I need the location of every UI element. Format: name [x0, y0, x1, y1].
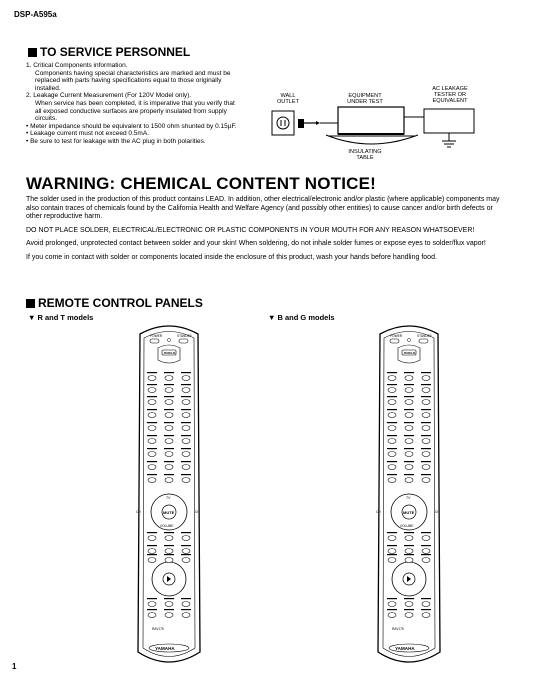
remote-button-label	[421, 554, 431, 555]
remote-button	[165, 452, 173, 457]
warning-body	[26, 196, 506, 263]
service-item: 1. Critical Components information.	[26, 62, 128, 69]
remote-button	[388, 388, 396, 393]
remote-button	[148, 602, 156, 607]
warning-paragraph: The solder used in the production of this product contains LEAD. In addition, other electrical/electronic and/or plastic (where applicable) components may also contain traces of chemicals found by the California Health and Welfare Agency (and possibly other entities) to cause cancer and/or birth defects or other reproductive harm.	[26, 196, 500, 221]
remote-button	[165, 478, 173, 483]
remote-button-label	[164, 532, 174, 533]
remote-button	[422, 439, 430, 444]
remote-button	[422, 549, 430, 554]
service-list	[26, 62, 271, 146]
remote-button-label	[147, 422, 157, 423]
remote-button	[422, 376, 430, 381]
remote-button-label	[421, 474, 431, 475]
remote-button	[182, 400, 190, 405]
svg-text:STANDBY: STANDBY	[417, 334, 432, 338]
remote-button	[148, 413, 156, 418]
power-button	[390, 339, 399, 343]
remote-button	[405, 602, 413, 607]
remote-button-label	[387, 435, 397, 436]
remote-button	[148, 376, 156, 381]
remote-button-label	[404, 532, 414, 533]
remote-button	[182, 452, 190, 457]
remote-button-label	[404, 598, 414, 599]
remote-button-label	[147, 461, 157, 462]
remote-button-label	[387, 372, 397, 373]
remote-button-label	[147, 409, 157, 410]
remote-button	[405, 558, 413, 563]
remote-button-label	[387, 545, 397, 546]
remote-button	[148, 558, 156, 563]
remote-button-label	[181, 461, 191, 462]
svg-text:VOLUME: VOLUME	[400, 524, 414, 528]
remote-button	[148, 388, 156, 393]
svg-text:CH: CH	[435, 510, 440, 514]
svg-text:CH: CH	[376, 510, 381, 514]
remote-button-label	[404, 422, 414, 423]
remote-button-label	[421, 435, 431, 436]
remote-drawing	[132, 322, 206, 669]
service-item: 2. Leakage Current Measurement (For 120V Model only).	[26, 92, 192, 100]
remote-right	[372, 322, 446, 674]
remote-button	[422, 602, 430, 607]
square-bullet-icon	[26, 299, 35, 308]
svg-text:DVD/LD: DVD/LD	[404, 351, 416, 355]
remote-button	[148, 536, 156, 541]
remote-button	[405, 413, 413, 418]
remote-button	[422, 426, 430, 431]
remote-button	[182, 536, 190, 541]
equipment-label: EQUIPMENT UNDER TEST	[347, 93, 383, 105]
remote-button-label	[164, 384, 174, 385]
tester-box	[424, 109, 474, 133]
warning-title: WARNING: CHEMICAL CONTENT NOTICE!	[26, 174, 377, 193]
remote-button	[422, 558, 430, 563]
remote-button-label	[164, 554, 174, 555]
remote-button-label	[404, 461, 414, 462]
remote-button	[422, 452, 430, 457]
remote-button	[405, 549, 413, 554]
remote-button	[388, 439, 396, 444]
remote-button	[422, 536, 430, 541]
remote-button	[182, 388, 190, 393]
remote-button-label	[404, 545, 414, 546]
remote-button	[388, 400, 396, 405]
svg-text:POWER: POWER	[150, 334, 163, 338]
remote-title: REMOTE CONTROL PANELS	[38, 296, 203, 310]
remote-button-label	[181, 532, 191, 533]
remote-button-label	[387, 461, 397, 462]
remote-button	[182, 426, 190, 431]
page-number: 1	[12, 662, 17, 671]
remote-button-label	[404, 384, 414, 385]
remote-button	[405, 376, 413, 381]
remote-button	[422, 388, 430, 393]
svg-text:POWER: POWER	[390, 334, 403, 338]
service-item: replaced with parts having specifications equal to those originally	[35, 77, 222, 85]
service-title: TO SERVICE PERSONNEL	[40, 45, 191, 59]
remote-button-label	[147, 474, 157, 475]
remote-button	[388, 549, 396, 554]
remote-button	[148, 439, 156, 444]
svg-text:MUTE: MUTE	[403, 510, 415, 515]
remote-button	[405, 613, 413, 618]
remote-button	[182, 602, 190, 607]
remote-button	[165, 536, 173, 541]
remote-button-label	[164, 435, 174, 436]
wall-outlet-label: WALL OUTLET	[276, 93, 300, 105]
remote-button-label	[164, 598, 174, 599]
remote-button	[388, 558, 396, 563]
service-item: • Be sure to test for leakage with the AC plug in both polarities.	[26, 137, 206, 145]
remote-button-label	[404, 554, 414, 555]
remote-drawing	[372, 322, 446, 669]
remote-button	[405, 465, 413, 470]
remote-button	[405, 426, 413, 431]
service-item: • Meter impedance should be equivalent to 1500 ohm shunted by 0.15µF.	[26, 122, 237, 130]
remote-button-label	[147, 372, 157, 373]
remote-button	[148, 549, 156, 554]
remote-button-label	[147, 435, 157, 436]
remote-button-label	[164, 422, 174, 423]
service-item: circuits.	[35, 115, 58, 123]
svg-text:RAV175: RAV175	[152, 627, 164, 631]
remote-button-label	[181, 545, 191, 546]
remote-left	[132, 322, 206, 674]
remote-button	[422, 478, 430, 483]
remote-button	[148, 400, 156, 405]
remote-button	[405, 400, 413, 405]
standby-button	[419, 339, 428, 343]
remote-button	[388, 613, 396, 618]
remote-button-label	[421, 461, 431, 462]
remote-button-label	[147, 598, 157, 599]
remote-button-label	[164, 448, 174, 449]
remote-button-label	[404, 609, 414, 610]
remote-button	[165, 602, 173, 607]
remote-button-label	[387, 609, 397, 610]
remote-button	[182, 558, 190, 563]
left-model-label: ▼ R and T models	[28, 313, 94, 322]
remote-button-label	[147, 448, 157, 449]
remote-button	[165, 558, 173, 563]
svg-text:TV: TV	[166, 496, 171, 500]
remote-button	[405, 388, 413, 393]
remote-button-label	[147, 532, 157, 533]
remote-button-label	[421, 384, 431, 385]
remote-button	[165, 376, 173, 381]
svg-text:MUTE: MUTE	[163, 510, 175, 515]
remote-button	[388, 376, 396, 381]
svg-text:STANDBY: STANDBY	[177, 334, 192, 338]
svg-text:CH: CH	[195, 510, 200, 514]
remote-button	[148, 478, 156, 483]
remote-button	[182, 376, 190, 381]
remote-button	[182, 478, 190, 483]
svg-text:YAMAHA: YAMAHA	[155, 646, 175, 651]
remote-button-label	[164, 609, 174, 610]
remote-button-label	[147, 396, 157, 397]
remote-button-label	[164, 409, 174, 410]
remote-button-label	[404, 435, 414, 436]
remote-button-label	[421, 545, 431, 546]
remote-button-label	[181, 372, 191, 373]
remote-button	[388, 465, 396, 470]
service-item: Components having special characteristics are marked and must be	[35, 69, 231, 77]
remote-button-label	[181, 396, 191, 397]
remote-button	[405, 452, 413, 457]
remote-button-label	[404, 448, 414, 449]
remote-button-label	[181, 435, 191, 436]
remote-button	[182, 413, 190, 418]
remote-button	[165, 426, 173, 431]
service-heading	[28, 45, 190, 59]
remote-button-label	[147, 384, 157, 385]
remote-button-label	[181, 409, 191, 410]
remote-button	[388, 426, 396, 431]
remote-button	[148, 426, 156, 431]
remote-button	[165, 413, 173, 418]
service-item: • Leakage current must not exceed 0.5mA.	[26, 130, 149, 138]
remote-button	[165, 400, 173, 405]
remote-button	[165, 549, 173, 554]
remote-button-label	[404, 372, 414, 373]
remote-button	[405, 478, 413, 483]
service-item: all exposed conductive surfaces are properly insulated from supply	[35, 107, 227, 115]
svg-text:YAMAHA: YAMAHA	[395, 646, 415, 651]
warning-paragraph: Avoid prolonged, unprotected contact between solder and your skin! When soldering, do not inhale solder fumes or expose eyes to solder/flux vapor!	[26, 240, 486, 248]
remote-button-label	[421, 409, 431, 410]
remote-button	[405, 536, 413, 541]
remote-button-label	[421, 448, 431, 449]
remote-button-label	[164, 545, 174, 546]
remote-button	[405, 439, 413, 444]
standby-button	[179, 339, 188, 343]
square-bullet-icon	[28, 48, 37, 57]
remote-button-label	[404, 474, 414, 475]
remote-button	[182, 465, 190, 470]
outlet-socket-icon	[277, 117, 289, 129]
remote-button-label	[164, 372, 174, 373]
table-label: INSULATING TABLE	[348, 149, 382, 161]
remote-button	[182, 439, 190, 444]
remote-button-label	[387, 554, 397, 555]
remote-button-label	[147, 609, 157, 610]
remote-button-label	[181, 554, 191, 555]
remote-heading	[26, 296, 203, 310]
remote-button	[388, 478, 396, 483]
remote-button	[182, 549, 190, 554]
remote-button-label	[164, 396, 174, 397]
remote-button-label	[421, 609, 431, 610]
remote-button-label	[147, 545, 157, 546]
remote-button	[165, 388, 173, 393]
remote-button	[182, 613, 190, 618]
model-name: DSP-A595a	[14, 10, 57, 19]
remote-button	[422, 465, 430, 470]
remote-button-label	[164, 474, 174, 475]
remote-button-label	[181, 448, 191, 449]
remote-button-label	[404, 409, 414, 410]
remote-button	[165, 465, 173, 470]
right-model-label: ▼ B and G models	[268, 313, 335, 322]
remote-button-label	[387, 448, 397, 449]
service-item: installed.	[35, 84, 61, 92]
remote-button-label	[387, 409, 397, 410]
remote-button	[422, 413, 430, 418]
svg-text:RAV175: RAV175	[392, 627, 404, 631]
remote-button-label	[147, 554, 157, 555]
svg-text:DVD/LD: DVD/LD	[164, 351, 176, 355]
remote-button	[388, 413, 396, 418]
remote-button-label	[181, 422, 191, 423]
tester-label: AC LEAKAGE TESTER OR EQUIVALENT	[432, 86, 468, 104]
remote-button-label	[387, 532, 397, 533]
remote-button	[388, 536, 396, 541]
leakage-diagram	[268, 105, 483, 153]
remote-button	[148, 452, 156, 457]
remote-button	[148, 465, 156, 470]
remote-button-label	[181, 384, 191, 385]
remote-button-label	[387, 384, 397, 385]
remote-button-label	[164, 461, 174, 462]
remote-button-label	[181, 609, 191, 610]
remote-button-label	[404, 396, 414, 397]
remote-button-label	[421, 396, 431, 397]
equipment-box	[338, 107, 404, 134]
remote-button	[165, 439, 173, 444]
remote-button-label	[387, 396, 397, 397]
remote-button-label	[387, 474, 397, 475]
svg-text:TV: TV	[406, 496, 411, 500]
plug-icon	[298, 119, 304, 128]
remote-button	[422, 400, 430, 405]
remote-button	[388, 452, 396, 457]
remote-button-label	[421, 372, 431, 373]
remote-button-label	[387, 598, 397, 599]
svg-text:CH: CH	[136, 510, 141, 514]
warning-paragraph: If you come in contact with solder or components located inside the enclosure of this product, wash your hands before handling food.	[26, 253, 437, 261]
remote-button-label	[181, 474, 191, 475]
service-item: When service has been completed, it is imperative that you verify that	[35, 99, 235, 107]
remote-button	[388, 602, 396, 607]
warning-paragraph: DO NOT PLACE SOLDER, ELECTRICAL/ELECTRONIC OR PLASTIC COMPONENTS IN YOUR MOUTH FOR ANY REASON WHATSOEVER!	[26, 226, 475, 234]
remote-button-label	[387, 422, 397, 423]
remote-button-label	[421, 532, 431, 533]
remote-button	[422, 613, 430, 618]
remote-button-label	[421, 598, 431, 599]
remote-button	[148, 613, 156, 618]
power-button	[150, 339, 159, 343]
remote-button-label	[181, 598, 191, 599]
svg-text:VOLUME: VOLUME	[160, 524, 174, 528]
remote-button-label	[421, 422, 431, 423]
remote-button	[165, 613, 173, 618]
